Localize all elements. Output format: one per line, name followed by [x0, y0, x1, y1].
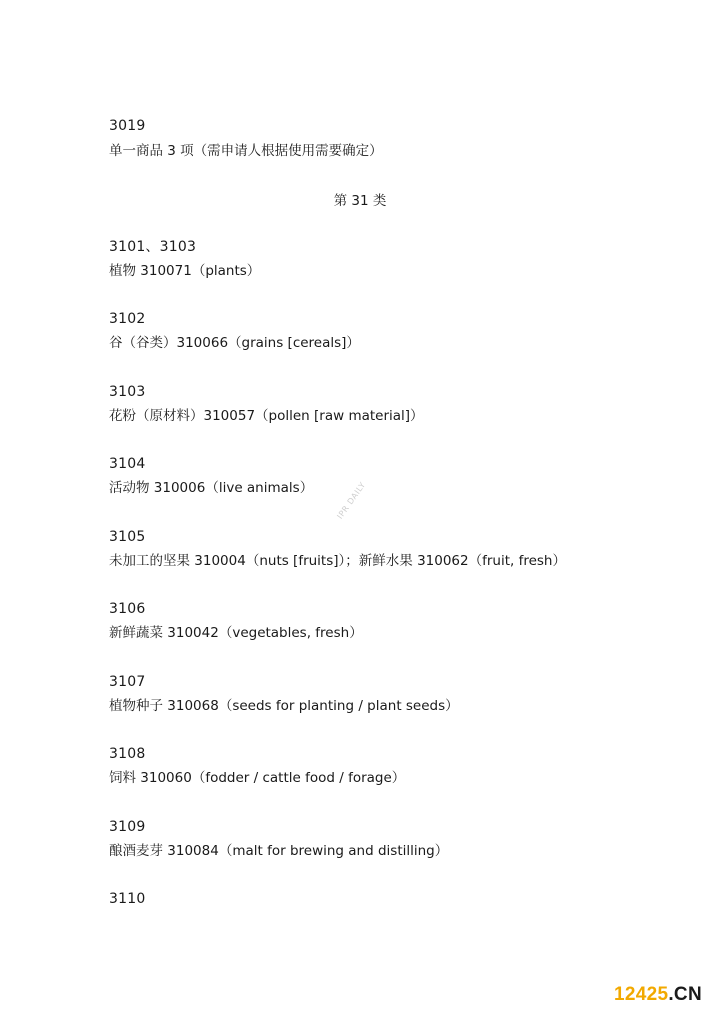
top-code: 3019 [109, 118, 146, 134]
site-logo-number: 12425 [614, 984, 669, 1005]
group-code: 3106 [109, 601, 146, 617]
top-description: 单一商品 3 项（需申请人根据使用需要确定） [109, 143, 383, 159]
group-code: 3109 [109, 819, 146, 835]
group-code: 3104 [109, 456, 146, 472]
group-code: 3102 [109, 311, 146, 327]
group-item: 饲料 310060（fodder / cattle food / forage） [109, 770, 406, 786]
group-code: 3108 [109, 746, 146, 762]
group-code: 3105 [109, 529, 146, 545]
group-item: 花粉（原材料）310057（pollen [raw material]） [109, 408, 424, 424]
group-code: 3101、3103 [109, 239, 197, 255]
site-logo [614, 984, 702, 1006]
group-item: 未加工的坚果 310004（nuts [fruits]）；新鲜水果 310062（fruit, fresh） [109, 553, 566, 569]
group-item: 活动物 310006（live animals） [109, 480, 314, 496]
group-item: 植物种子 310068（seeds for planting / plant seeds） [109, 698, 459, 714]
group-code: 3110 [109, 891, 146, 907]
group-item: 新鲜蔬菜 310042（vegetables, fresh） [109, 625, 363, 641]
class-heading: 第 31 类 [333, 193, 387, 209]
group-code: 3107 [109, 674, 146, 690]
group-item: 酿酒麦芽 310084（malt for brewing and distilling） [109, 843, 449, 859]
site-logo-domain: .CN [668, 984, 702, 1005]
group-code: 3103 [109, 384, 146, 400]
group-item: 谷（谷类）310066（grains [cereals]） [109, 335, 360, 351]
group-item: 植物 310071（plants） [109, 263, 261, 279]
watermark: IPR DAILY [335, 480, 368, 521]
